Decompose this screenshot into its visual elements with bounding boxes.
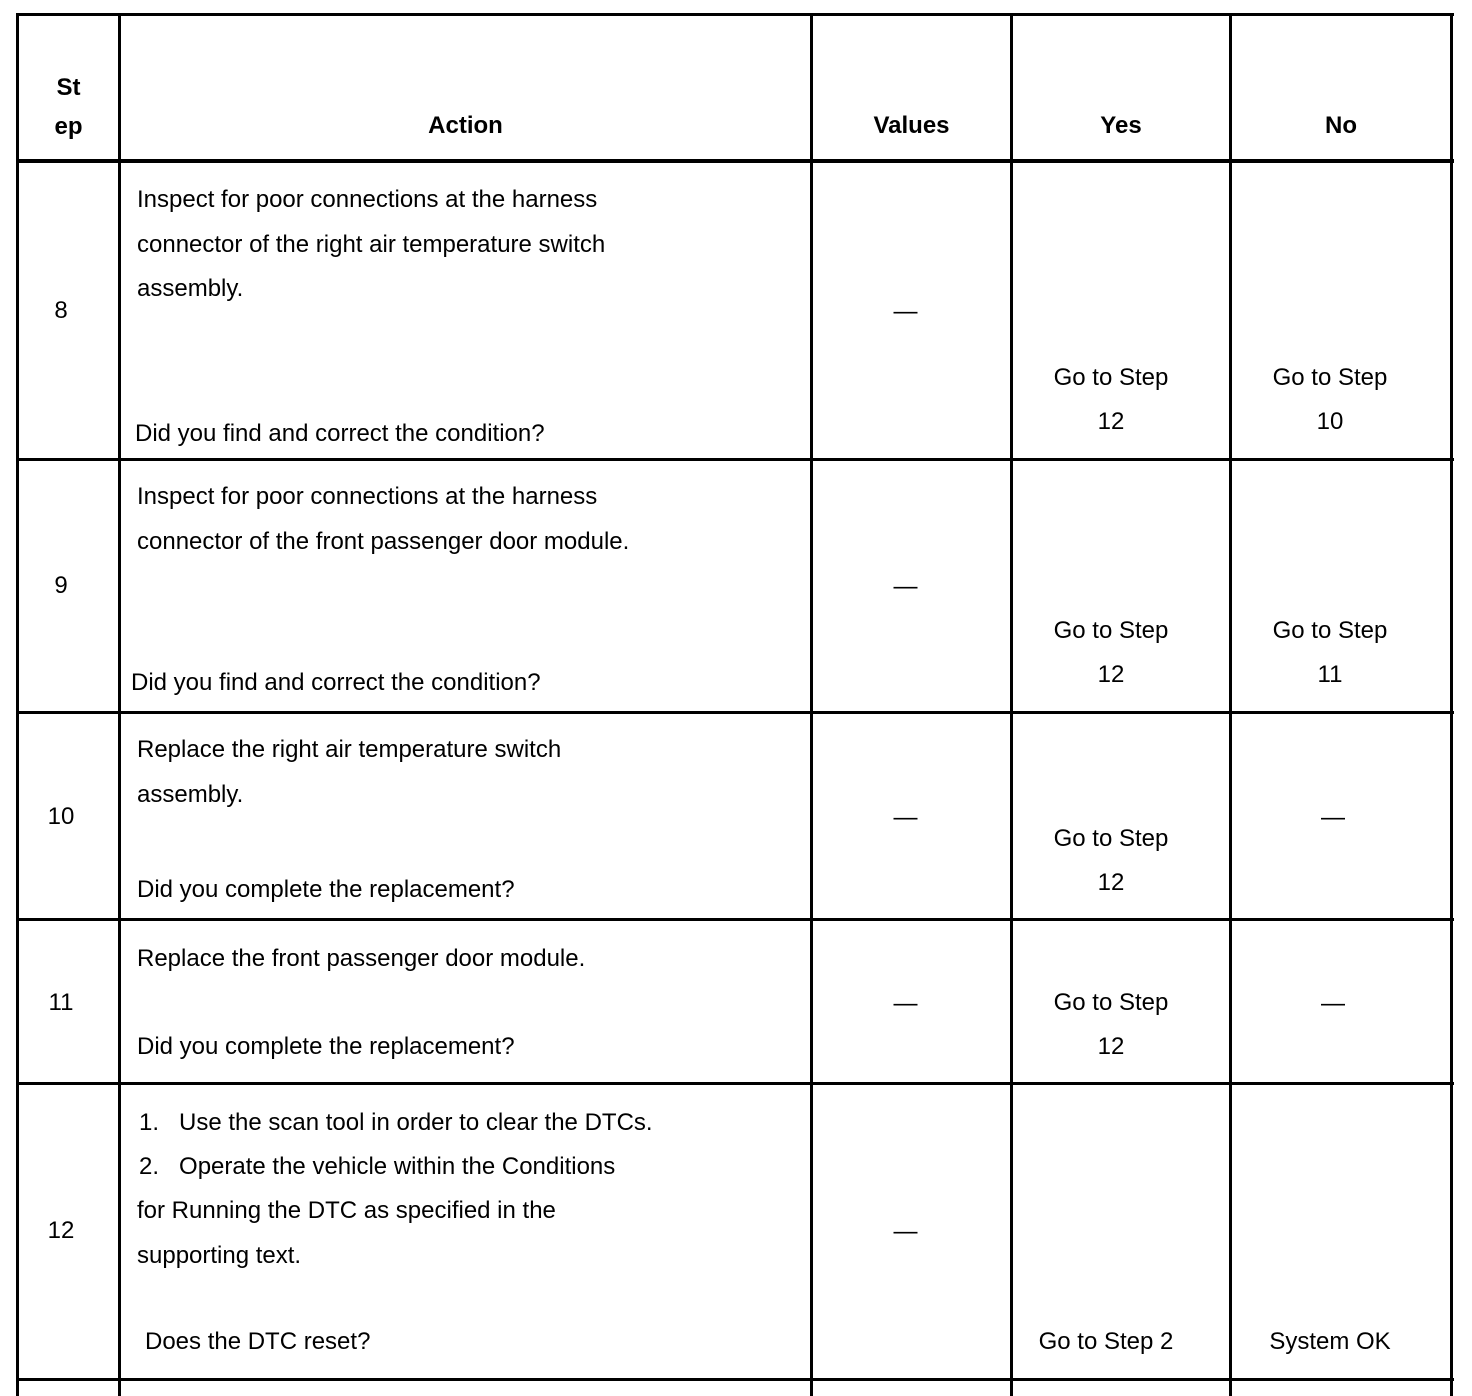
header-no: No xyxy=(1325,112,1357,139)
step-number: 10 xyxy=(47,803,75,830)
yes-cell: 12 xyxy=(1097,1033,1125,1060)
table-border-right xyxy=(1450,13,1453,1396)
header-divider xyxy=(17,159,1454,163)
table-border-left xyxy=(16,13,19,1396)
table-border-top xyxy=(17,13,1454,16)
action-question: Did you find and correct the condition? xyxy=(135,420,545,447)
action-text: 2. Operate the vehicle within the Conditions xyxy=(139,1153,616,1180)
action-text: connector of the right air temperature switch xyxy=(137,231,606,258)
action-text: 1. Use the scan tool in order to clear the DTCs. xyxy=(139,1109,653,1136)
action-question: Did you find and correct the condition? xyxy=(131,669,541,696)
action-text: Inspect for poor connections at the harness xyxy=(137,186,598,213)
column-divider xyxy=(1229,13,1232,1396)
action-text: Inspect for poor connections at the harness xyxy=(137,483,598,510)
no-cell: 11 xyxy=(1317,661,1343,688)
yes-cell: Go to Step xyxy=(1053,617,1169,644)
no-cell: Go to Step xyxy=(1272,617,1388,644)
step-number: 11 xyxy=(48,989,74,1016)
action-question: Does the DTC reset? xyxy=(145,1328,371,1355)
step-number: 9 xyxy=(54,572,68,599)
header-action: Action xyxy=(428,112,503,139)
yes-cell: 12 xyxy=(1097,869,1125,896)
step-number: 8 xyxy=(54,297,68,324)
row-divider xyxy=(17,711,1454,714)
action-question: Did you complete the replacement? xyxy=(137,1033,515,1060)
yes-cell: 12 xyxy=(1097,661,1125,688)
step-number: 12 xyxy=(47,1217,75,1244)
values-cell: — xyxy=(893,298,918,325)
values-cell: — xyxy=(893,990,918,1017)
yes-cell: Go to Step xyxy=(1053,989,1169,1016)
yes-cell: Go to Step xyxy=(1053,364,1169,391)
column-divider xyxy=(118,13,121,1396)
action-text: for Running the DTC as specified in the xyxy=(137,1197,556,1224)
action-question: Did you complete the replacement? xyxy=(137,876,515,903)
yes-cell: Go to Step xyxy=(1053,825,1169,852)
row-divider xyxy=(17,918,1454,921)
table-border-bottom xyxy=(17,1378,1454,1381)
action-text: assembly. xyxy=(137,781,244,808)
header-yes: Yes xyxy=(1100,112,1142,139)
header-step-line2: ep xyxy=(54,113,83,140)
values-cell: — xyxy=(893,573,918,600)
row-divider xyxy=(17,1082,1454,1085)
no-cell: System OK xyxy=(1269,1328,1391,1355)
no-cell: Go to Step xyxy=(1272,364,1388,391)
column-divider xyxy=(1010,13,1013,1396)
yes-cell: 12 xyxy=(1097,408,1125,435)
row-divider xyxy=(17,458,1454,461)
no-cell: 10 xyxy=(1316,408,1344,435)
no-cell: — xyxy=(1321,990,1345,1017)
yes-cell: Go to Step 2 xyxy=(1038,1328,1174,1355)
header-values: Values xyxy=(873,112,950,139)
values-cell: — xyxy=(893,1218,918,1245)
action-text: supporting text. xyxy=(137,1242,302,1269)
values-cell: — xyxy=(893,804,918,831)
action-text: assembly. xyxy=(137,275,244,302)
column-divider xyxy=(810,13,813,1396)
action-text: Replace the front passenger door module. xyxy=(137,945,586,972)
no-cell: — xyxy=(1321,804,1345,831)
header-step-line1: St xyxy=(56,74,81,101)
action-text: connector of the front passenger door module. xyxy=(137,528,630,555)
action-text: Replace the right air temperature switch xyxy=(137,736,562,763)
